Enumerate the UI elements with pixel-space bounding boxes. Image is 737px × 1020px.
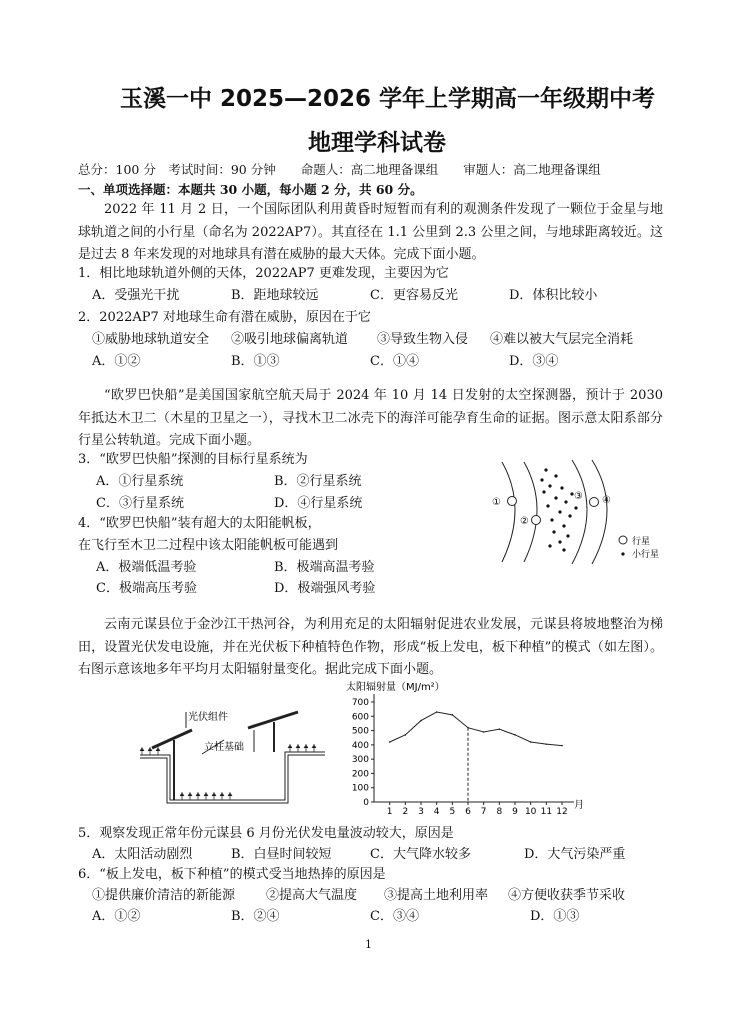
legend-asteroid-icon [621, 552, 624, 555]
y-tick-label: 500 [351, 726, 369, 737]
q4-option-a[interactable]: A．极端低温考验 [96, 560, 197, 575]
q6-item-4: ④方便收获季节采收 [508, 888, 626, 903]
crops-lower [180, 792, 232, 800]
orbit-label-1: ① [492, 497, 501, 508]
q6-option-d[interactable]: D．①③ [530, 909, 580, 924]
x-tick-label: 2 [402, 807, 409, 817]
q6-option-a[interactable]: A．①② [92, 909, 141, 924]
y-tick-label: 600 [351, 712, 369, 723]
orbit-3 [572, 460, 587, 564]
x-tick-label: 12 [556, 807, 568, 817]
q2-item-2: ②吸引地球偏离轨道 [231, 332, 349, 347]
chart-ylabel: 太阳辐射量（MJ/m²） [346, 682, 445, 693]
q3-option-d[interactable]: D．④行星系统 [274, 496, 363, 511]
orbit-2 [524, 462, 537, 562]
q6-item-2: ②提高大气温度 [266, 888, 358, 903]
data-point [514, 734, 516, 736]
terrace-profile [140, 752, 325, 800]
x-tick-label: 3 [418, 807, 424, 817]
x-tick-label: 9 [512, 807, 518, 817]
radiation-series-line [390, 712, 562, 746]
y-tick-label: 100 [351, 783, 369, 794]
section-heading: 一、单项选择题：本题共 30 小题，每小题 2 分，共 60 分。 [78, 182, 423, 197]
passage-3: 云南元谋县位于金沙江干热河谷，为利用充足的太阳辐射促进农业发展，元谋县将坡地整治为梯田，设置光伏发电设施，并在光伏板下种植特色作物，形成“板上发电，板下种植”的模式（如左图）。右图示意该地多年平均月太阳辐射量变化。据此完成下面小题。 [78, 617, 663, 677]
q1-option-c[interactable]: C．更容易反光 [370, 288, 458, 303]
q2-option-b[interactable]: B．①③ [231, 354, 280, 369]
passage-2: “欧罗巴快船”是美国国家航空航天局于 2024 年 10 月 14 日发射的太空探测器，预计于 2030 年抵达木卫二（木星的卫星之一），寻找木卫二冰壳下的海洋可能孕育生命的证据。图示意太阳系部分行星公转轨道。完成下面小题。 [78, 388, 663, 448]
solar-panel-left [152, 730, 192, 748]
legend-asteroid-label: 小行星 [632, 550, 660, 560]
planet-2 [532, 516, 541, 525]
data-point [546, 743, 548, 745]
data-point [436, 711, 438, 713]
q2-item-4: ④难以被大气层完全消耗 [490, 332, 634, 347]
solar-radiation-chart [342, 678, 592, 818]
q3-option-c[interactable]: C．③行星系统 [96, 496, 184, 511]
q2-option-d[interactable]: D．③④ [509, 354, 559, 369]
q1-option-a[interactable]: A．受强光干扰 [92, 288, 180, 303]
q4-option-d[interactable]: D．极端强风考验 [274, 581, 376, 596]
q2-item-3: ③导致生物入侵 [377, 332, 469, 347]
q1-option-d[interactable]: D．体积比较小 [509, 288, 598, 303]
question-4-stem-2: 在飞行至木卫二过程中该太阳能帆板可能遇到 [78, 538, 339, 553]
question-1-stem: 1．相比地球轨道外侧的天体，2022AP7 更难发现，主要因为它 [78, 266, 449, 281]
label-pillar: 立柱基础 [204, 742, 244, 753]
data-point [530, 741, 532, 743]
question-4-stem: 4．“欧罗巴快船”装有超大的太阳能帆板， [78, 516, 321, 531]
orbit-figure [484, 456, 664, 566]
legend-planet-label: 行星 [632, 537, 651, 547]
q4-option-b[interactable]: B．极端高温考验 [274, 560, 375, 575]
y-tick-label: 0 [363, 798, 369, 808]
x-tick-label: 4 [433, 807, 440, 817]
orbit-1 [502, 462, 515, 562]
chart-xlabel: 月 [574, 800, 584, 811]
q3-option-b[interactable]: B．②行星系统 [274, 474, 362, 489]
asteroid-belt [540, 468, 577, 551]
q2-option-a[interactable]: A．①② [92, 354, 141, 369]
y-tick-label: 200 [351, 769, 369, 780]
q6-item-3: ③提高土地利用率 [384, 888, 489, 903]
exam-title: 玉溪一中 2025—2026 学年上学期高一年级期中考 [120, 86, 656, 112]
q5-option-a[interactable]: A．太阳活动剧烈 [92, 847, 193, 862]
question-6-stem: 6．“板上发电，板下种植”的模式受当地热捧的原因是 [78, 867, 386, 882]
q2-item-1: ①威胁地球轨道安全 [92, 332, 210, 347]
data-point [561, 745, 563, 747]
x-tick-label: 10 [524, 807, 537, 817]
q5-option-c[interactable]: C．大气降水较多 [370, 847, 471, 862]
y-tick-label: 300 [351, 755, 369, 766]
x-tick-label: 11 [540, 807, 553, 817]
orbit-4 [592, 460, 607, 564]
q5-option-b[interactable]: B．白昼时间较短 [231, 847, 332, 862]
label-pv-panel: 光伏组件 [188, 712, 228, 723]
q4-option-c[interactable]: C．极端高压考验 [96, 581, 197, 596]
y-tick-label: 700 [351, 698, 369, 708]
question-2-stem: 2．2022AP7 对地球生命有潜在威胁，原因在于它 [78, 310, 371, 325]
x-tick-label: 6 [465, 807, 471, 817]
planet-3 [590, 498, 599, 507]
q3-option-a[interactable]: A．①行星系统 [96, 474, 184, 489]
x-tick-label: 1 [386, 807, 393, 817]
x-tick-label: 8 [496, 807, 503, 817]
y-tick-label: 400 [351, 740, 369, 751]
x-tick-label: 7 [480, 807, 487, 817]
orbit-label-3: ③ [574, 491, 583, 502]
question-3-stem: 3．“欧罗巴快船”探测的目标行星系统为 [78, 452, 308, 467]
q6-option-c[interactable]: C．③④ [370, 909, 419, 924]
legend-planet-icon [619, 536, 627, 544]
data-point [389, 741, 391, 743]
q6-option-b[interactable]: B．②④ [231, 909, 280, 924]
exam-subtitle: 地理学科试卷 [308, 130, 446, 156]
x-tick-label: 5 [449, 807, 456, 817]
exam-info: 总分：100 分 考试时间：90 分钟 命题人：高二地理备课组 审题人：高二地理备课组 [78, 162, 601, 177]
q6-item-1: ①提供廉价清洁的新能源 [92, 888, 236, 903]
q1-option-b[interactable]: B．距地球较远 [231, 288, 319, 303]
orbit-label-2: ② [520, 516, 529, 527]
data-point [405, 734, 407, 736]
question-5-stem: 5．观察发现正常年份元谋县 6 月份光伏发电量波动较大，原因是 [78, 826, 454, 841]
data-point [499, 728, 501, 730]
orbit-label-4: ④ [602, 495, 611, 506]
q5-option-d[interactable]: D．大气污染严重 [524, 847, 626, 862]
data-point [483, 731, 485, 733]
planet-1 [508, 497, 517, 506]
passage-1: 2022 年 11 月 2 日，一个国际团队利用黄昏时短暂而有利的观测条件发现了一颗位于金星与地球轨道之间的小行星（命名为 2022AP7）。其直径在 1.1 公里到 2.3 公里之间，与地球距离较近。这是过去 8 年来发现的对地球具有潜在威胁的最大天体。完成下面小题。 [78, 202, 663, 262]
q2-option-c[interactable]: C．①④ [370, 354, 419, 369]
pv-illustration [130, 700, 330, 810]
page-number: 1 [365, 938, 372, 951]
data-point [420, 720, 422, 722]
data-point [452, 714, 454, 716]
